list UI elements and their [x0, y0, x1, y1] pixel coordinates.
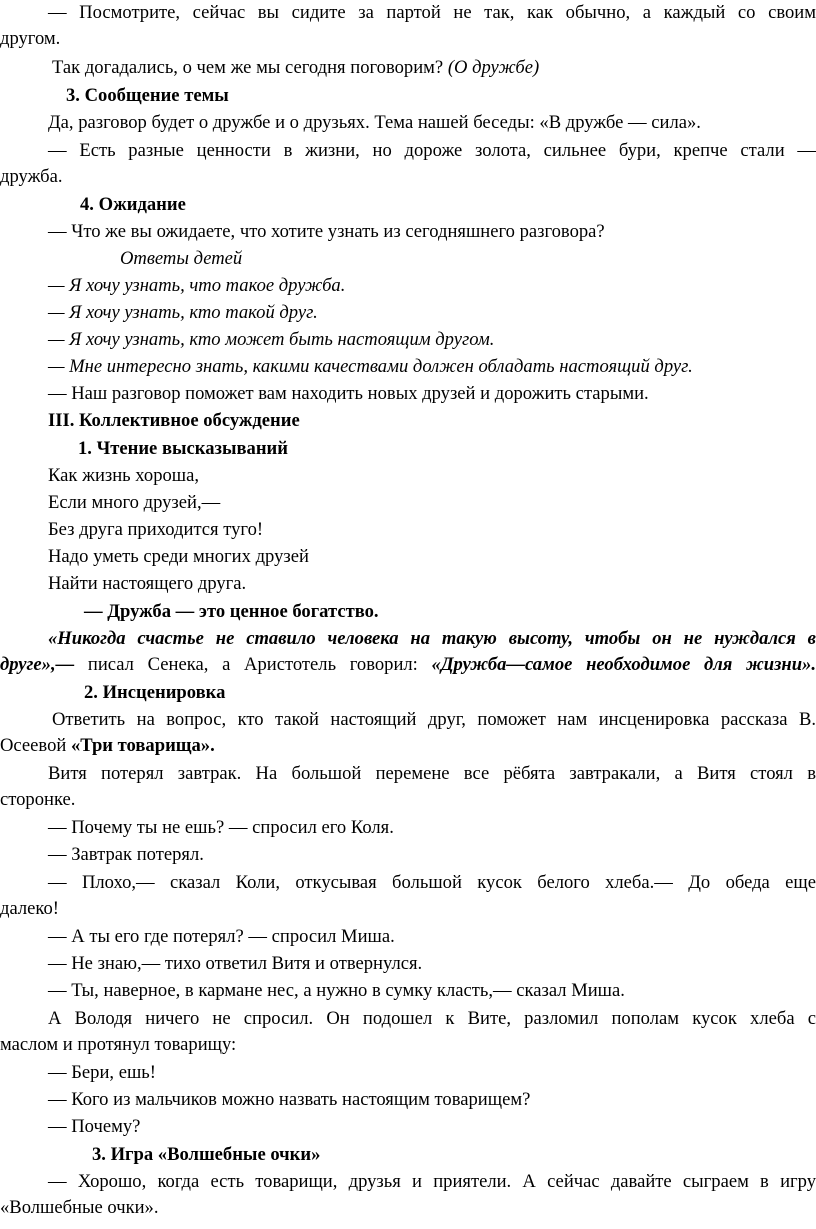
heading-staging: 2. Инсценировка: [84, 682, 226, 703]
paragraph-line: — Наш разговор поможет вам находить новых друзей и дорожить старыми.: [48, 383, 649, 404]
quote-plain: писал Сенека, а Аристотель говорил:: [74, 654, 432, 675]
quote-line: «Никогда счастье не ставило человека на такую высоту, чтобы он не нуждался в: [48, 628, 816, 649]
dialog-line: — Завтрак потерял.: [48, 844, 204, 865]
poem-line: Надо уметь среди многих друзей: [48, 546, 309, 567]
dialog-line: — Почему ты не ешь? — спросил его Коля.: [48, 817, 394, 838]
paragraph-question: [52, 55, 816, 81]
answer-item: — Я хочу узнать, кто такой друг.: [48, 302, 318, 323]
answer-item: — Я хочу узнать, кто может быть настоящим другом.: [48, 329, 495, 350]
bold-statement: — Дружба — это ценное богатство.: [84, 601, 379, 622]
dialog-line: — Почему?: [48, 1116, 141, 1137]
paragraph-line: «Волшебные очки».: [0, 1197, 159, 1218]
heading-topic: 3. Сообщение темы: [66, 85, 229, 106]
paragraph-line: другом.: [0, 28, 61, 49]
answer-item: — Мне интересно знать, какими качествами должен обладать настоящий друг.: [48, 356, 693, 377]
question-text: Так догадались, о чем же мы сегодня поговорим?: [52, 57, 444, 78]
paragraph-line: — Хорошо, когда есть товарищи, друзья и приятели. А сейчас давайте сыграем в игру: [48, 1171, 816, 1192]
paragraph-line: дружба.: [0, 166, 63, 187]
quote-fragment: «Дружба—самое необходимое для жизни».: [431, 654, 816, 675]
paragraph-line: маслом и протянул товарищу:: [0, 1034, 237, 1055]
dialog-line: — Кого из мальчиков можно назвать настоящим товарищем?: [48, 1089, 531, 1110]
heading-game: 3. Игра «Волшебные очки»: [92, 1144, 321, 1165]
paragraph-line: Да, разговор будет о дружбе и о друзьях. Тема нашей беседы: «В дружбе — сила».: [48, 112, 701, 133]
paragraph-line: Витя потерял завтрак. На большой перемене все рёбята завтракали, а Витя стоял в: [48, 763, 816, 784]
quote-line: [0, 652, 816, 678]
paragraph-line: — Есть разные ценности в жизни, но дороже золота, сильнее бури, крепче стали —: [48, 140, 816, 161]
paragraph-line: [0, 733, 816, 759]
poem-line: Если много друзей,—: [48, 492, 221, 513]
heading-expectation: 4. Ожидание: [80, 194, 186, 215]
dialog-line: — Бери, ешь!: [48, 1062, 156, 1083]
heading-reading: 1. Чтение высказываний: [78, 438, 288, 459]
question-answer: (О дружбе): [447, 57, 540, 78]
paragraph-line: А Володя ничего не спросил. Он подошел к Вите, разломил пополам кусок хлеба с: [48, 1008, 816, 1029]
dialog-line: — Не знаю,— тихо ответил Витя и отвернулся.: [48, 953, 423, 974]
poem-line: Без друга приходится туго!: [48, 519, 264, 540]
answers-heading: Ответы детей: [120, 248, 243, 269]
dialog-line: — Плохо,— сказал Коли, откусывая большой кусок белого хлеба.— До обеда еще: [48, 872, 816, 893]
quote-fragment: друге»,—: [0, 654, 75, 675]
paragraph-line: — Что же вы ожидаете, что хотите узнать из сегодняшнего разговора?: [48, 221, 605, 242]
poem-line: Найти настоящего друга.: [48, 573, 247, 594]
answer-item: — Я хочу узнать, что такое дружба.: [48, 275, 346, 296]
paragraph-line: Ответить на вопрос, кто такой настоящий друг, поможет нам инсценировка рассказа В.: [52, 709, 816, 730]
author-name: Осеевой: [0, 735, 71, 756]
dialog-line: — Ты, наверное, в кармане нес, а нужно в сумку класть,— сказал Миша.: [48, 980, 625, 1001]
paragraph-line: сторонке.: [0, 789, 76, 810]
dialog-line: далеко!: [0, 898, 59, 919]
paragraph-line: — Посмотрите, сейчас вы сидите за партой не так, как обычно, а каждый со своим: [48, 2, 816, 23]
story-title: «Три товарища».: [70, 735, 215, 756]
section-heading: III. Коллективное обсуждение: [48, 410, 300, 431]
poem-line: Как жизнь хороша,: [48, 465, 200, 486]
dialog-line: — А ты его где потерял? — спросил Миша.: [48, 926, 395, 947]
